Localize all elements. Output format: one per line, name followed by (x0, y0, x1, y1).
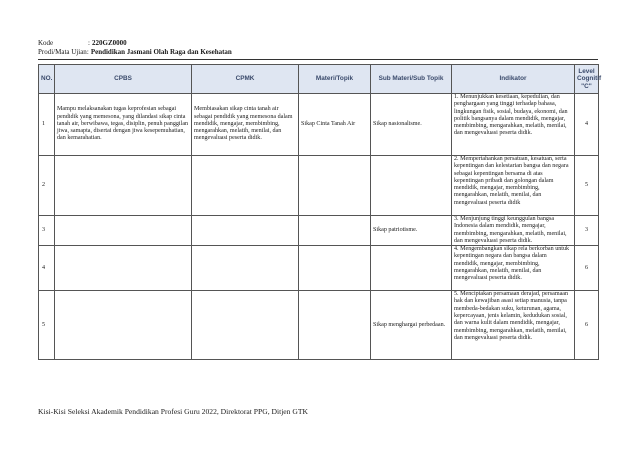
table-row (39, 291, 599, 360)
cell-indikator: 3. Menjunjung tinggi keunggulan bangsa Indonesia dalam mendidik, mengajar, membimbing, mengarahkan, melatih, menilai, dan mengevaluasi peserta didik. (452, 216, 575, 246)
cell-indikator: 4. Mengembangkan sikap rela berkorban untuk kepentingan negara dan bangsa dalam mendidik, mengajar, membimbing, mengarahkan, melatih, menilai, dan mengevaluasi peserta didik. (452, 246, 575, 291)
header-level: Level Cognitif "C" (575, 65, 599, 94)
row-no: 1 (39, 94, 55, 156)
cell-sub-materi: Sikap menghargai perbedaan. (371, 291, 452, 360)
cell-cpbs (55, 216, 192, 246)
cell-cpmk: Membiasakan sikap cinta tanah air sebagai pendidik yang memesona dalam mendidik, mengajar, membimbing, mengarahkan, melatih, menilai, dan mengevaluasi peserta didik. (192, 94, 299, 156)
kisi-table (38, 64, 602, 360)
table-row (39, 246, 599, 291)
header-no: NO. (39, 65, 55, 94)
cell-sub-materi: Sikap nasionalisme. (371, 94, 452, 156)
kode-line: Kode : 220GZ0000 (38, 39, 127, 47)
cell-materi (299, 216, 371, 246)
row-no: 2 (39, 156, 55, 216)
cell-materi (299, 246, 371, 291)
cell-indikator: 2. Mempertahankan persatuan, kesatuan, serta kepentingan dan kelestarian bangsa dan negara sebagai kepentingan bersama di atas kepentingan pribadi dan golongan dalam mendidik, mengajar, membimbing, mengarahkan, melatih, menilai, dan mengevaluasi peserta didik (452, 156, 575, 216)
table-header-row (39, 65, 599, 94)
header-materi: Materi/Topik (299, 65, 371, 94)
cell-level: 6 (575, 291, 599, 360)
header-sub-materi: Sub Materi/Sub Topik (371, 65, 452, 94)
cell-cpbs (55, 246, 192, 291)
cell-sub-materi (371, 156, 452, 216)
cell-cpbs: Mampu melaksanakan tugas keprofesian sebagai pendidik yang memesona, yang dilandasi sikap cinta tanah air, berwibawa, tegas, disiplin, penuh panggilan jiwa, samapta, disertai dengan jiwa kesepemuhatian, dan kemarahatian. (55, 94, 192, 156)
cell-cpmk (192, 291, 299, 360)
cell-level: 3 (575, 216, 599, 246)
cell-materi: Sikap Cinta Tanah Air (299, 94, 371, 156)
page-footer: Kisi-Kisi Seleksi Akademik Pendidikan Profesi Guru 2022, Direktorat PPG, Ditjen GTK (38, 407, 308, 416)
table-row (39, 216, 599, 246)
table-row (39, 156, 599, 216)
cell-cpmk (192, 246, 299, 291)
header-cpmk: CPMK (192, 65, 299, 94)
prodi-label: Prodi/Mata Ujian (38, 48, 87, 56)
cell-level: 6 (575, 246, 599, 291)
cell-sub-materi: Sikap patriotisme. (371, 216, 452, 246)
cell-cpmk (192, 216, 299, 246)
header-divider (38, 59, 598, 60)
cell-level: 5 (575, 156, 599, 216)
cell-materi (299, 291, 371, 360)
cell-cpbs (55, 291, 192, 360)
row-no: 3 (39, 216, 55, 246)
cell-cpmk (192, 156, 299, 216)
kode-label: Kode (38, 39, 54, 47)
cell-indikator: 1. Menunjukkan kesetiaan, kepedulian, dan penghargaan yang tinggi terhadap bahasa, lingkungan fisik, sosial, budaya, ekonomi, dan politik bangsanya dalam mendidik, mengajar, membimbing, mengarahkan, melatih, menilai, dan mengevaluasi peserta didik. (452, 94, 575, 156)
row-no: 5 (39, 291, 55, 360)
header-cpbs: CPBS (55, 65, 192, 94)
kode-value: 220GZ0000 (92, 39, 127, 47)
prodi-line: Prodi/Mata Ujian: Pendidikan Jasmani Olah Raga dan Kesehatan (38, 48, 232, 56)
cell-indikator: 5. Menciptakan persamaan derajad, persamaan hak dan kewajiban asasi setiap manusia, tanpa membeda-bedakan suku, keturunan, agama, kepercayaan, jenis kelamin, kedudukan sosial, dan warna kulit dalam mendidik, mengajar, membimbing, mengarahkan, melatih, menilai, dan mengevaluasi peserta didik. (452, 291, 575, 360)
cell-level: 4 (575, 94, 599, 156)
table-row (39, 94, 599, 156)
cell-sub-materi (371, 246, 452, 291)
row-no: 4 (39, 246, 55, 291)
cell-materi (299, 156, 371, 216)
prodi-value: Pendidikan Jasmani Olah Raga dan Kesehatan (90, 48, 232, 56)
header-indikator: Indikator (452, 65, 575, 94)
cell-cpbs (55, 156, 192, 216)
